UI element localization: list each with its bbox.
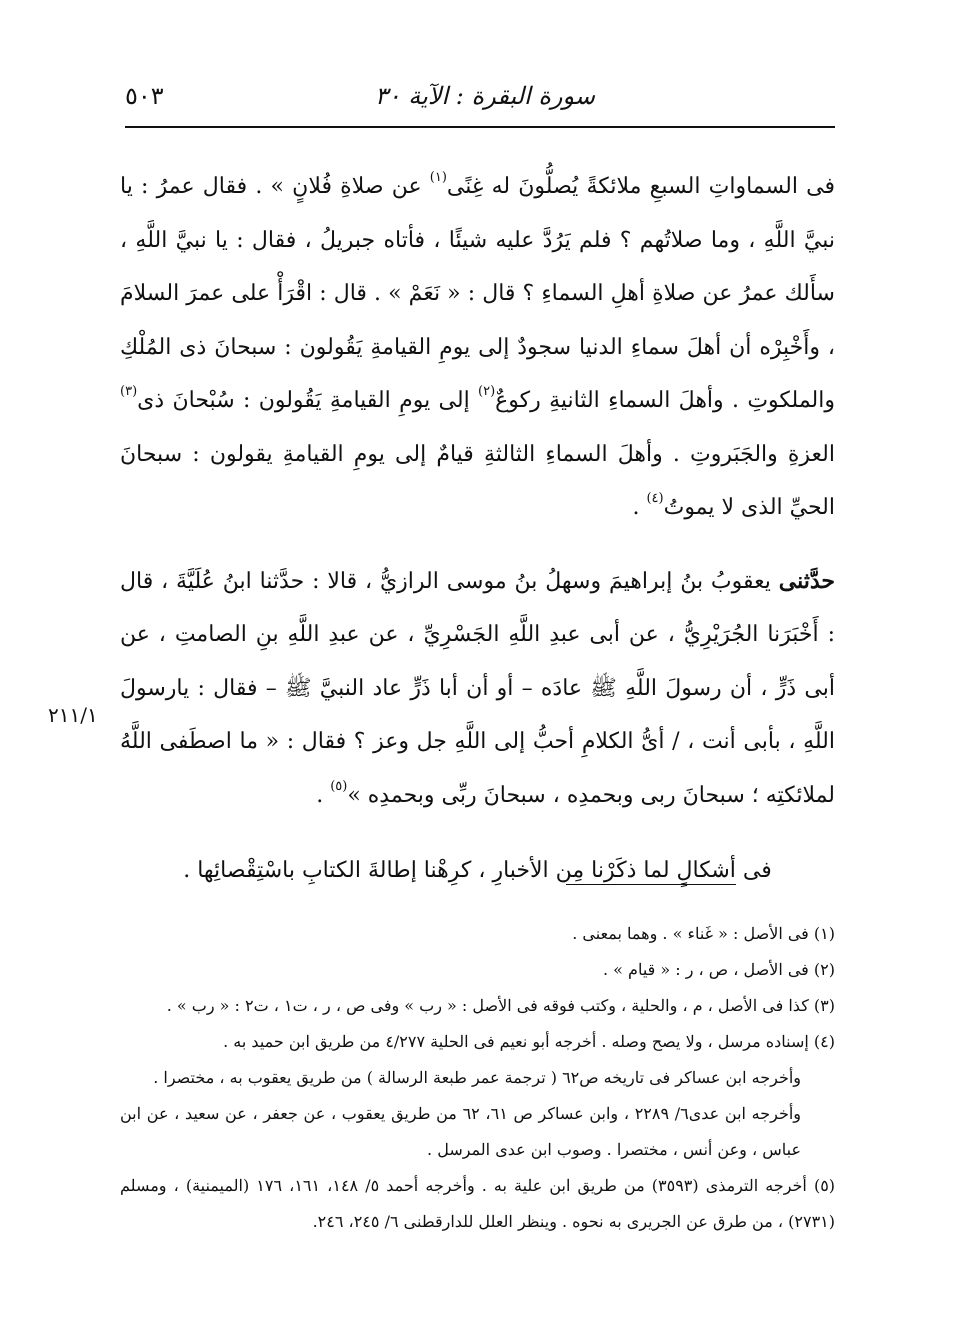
footnote-ref-5: (٥): [330, 778, 348, 794]
margin-reference: ٢١١/١: [48, 703, 98, 727]
footnote-3: (٣) كذا فى الأصل ، م ، والحلية ، وكتب فوقه فى الأصل : « رب » وفى ص ، ر ، ت١ ، ت٢ : « رب » .: [166, 996, 835, 1015]
paragraph-2: حدَّثنى يعقوبُ بنُ إبراهيمَ وسهلُ بنُ موسى الرازيُّ ، قالا : حدَّثنا ابنُ عُلَيَّةَ ، قال : أَخْبَرَنا الجُرَيْرِيُّ ، عن أبى عبدِ اللَّهِ الجَسْرِيِّ ، عن عبدِ اللَّهِ بنِ الصامتِ ، عن أبى ذَرٍّ ، أن رسولَ اللَّهِ ﷺ عادَه – أو أن أبا ذَرٍّ عاد النبيَّ ﷺ – فقال : يارسولَ اللَّهِ ، بأبى أنت ، / أىُّ الكلامِ أحبُّ إلى اللَّهِ جل وعز ؟ فقال : « ما اصطَفى اللَّهُ لملائكتِه ؛ سبحانَ ربى وبحمدِه ، سبحانَ ربِّى وبحمدِه »$^{(٥)}$ .: [120, 567, 835, 808]
footnote-ref-2: (٢): [478, 384, 496, 399]
footnote-4-cont-1: وأخرجه ابن عساكر فى تاريخه ص٦٢ ( ترجمة عمر طبعة الرسالة ) من طريق يعقوب به ، مختصرا .: [153, 1068, 801, 1087]
footnote-5: (٥) أخرجه الترمذى (٣٥٩٣) من طريق ابن علية به . وأخرجه أحمد ٥/ ١٤٨، ١٦١، ١٧٦ (الميمنية) ، ومسلم (٢٧٣١) ، من طرق عن الجريرى به نحوه . وينظر العلل للدارقطنى ٦/ ٢٤٥، ٢٤٦.: [120, 1176, 836, 1231]
footnote-ref-1: (١): [429, 170, 447, 185]
footnote-2: (٢) فى الأصل ، ص ، ر : « قيام » .: [603, 960, 835, 979]
footnote-4-cont-2: وأخرجه ابن عدى٦/ ٢٢٨٩ ، وابن عساكر ص ٦١، ٦٢ من طريق يعقوب ، عن جعفر ، عن سعيد ، عن ابن عباس ، وعن أنس ، مختصرا . وصوب ابن عدى المرسل .: [120, 1104, 802, 1159]
paragraph-1: فى السماواتِ السبعِ ملائكةً يُصلُّونَ له غِنًى$^{(١)}$ عن صلاةِ فُلانٍ » . فقال عمرُ : يا نبيَّ اللَّهِ ، وما صلاتُهم ؟ فلم يَرُدَّ عليه شيئًا ، فأتاه جبريلُ ، فقال : يا نبيَّ اللَّهِ ، سأَلك عمرُ عن صلاةِ أهلِ السماءِ ؟ قال : « نَعَمْ » . قال : اقْرَأْ على عمرَ السلامَ ، وأَخْبِرْه أن أهلَ سماءِ الدنيا سجودٌ إلى يومِ القيامةِ يَقُولون : سبحانَ ذى المُلْكِ والملكوتِ . وأهلَ السماءِ الثانيةِ ركوعٌ$^{(٢)}$ إلى يومِ القيامةِ يَقُولون : سُبْحانَ ذى$^{(٣)}$ العزةِ والجَبَروتِ . وأهلَ السماءِ الثالثةِ قيامٌ إلى يومِ القيامةِ يقولون : سبحانَ الحيِّ الذى لا يموتُ$^{(٤)}$ .: [120, 170, 835, 520]
footnotes: [120, 916, 835, 1240]
footnote-ref-4: (٤): [646, 491, 664, 506]
page-header: [125, 78, 835, 126]
running-title: سورة البقرة : الآية ٣٠: [374, 82, 595, 110]
page-number: ٥٠٣: [125, 82, 164, 110]
narration-lead: حدَّثنى: [778, 567, 835, 594]
paragraph-3: فى أشكالٍ لما ذكَرْنا مِن الأخبارِ ، كرِهْنا إطالةَ الكتابِ باسْتِقْصائِها .: [183, 858, 772, 883]
footnote-ref-3: (٣): [120, 384, 138, 399]
footnote-1: (١) فى الأصل : « غَناء » . وهما بمعنى .: [572, 924, 835, 943]
header-rule: [125, 126, 835, 128]
footnote-rule: [566, 884, 736, 885]
footnote-4: (٤) إسناده مرسل ، ولا يصح وصله . أخرجه أبو نعيم فى الحلية ٤/٢٧٧ من طريق ابن حميد به .: [223, 1032, 835, 1051]
main-text: [120, 160, 835, 898]
